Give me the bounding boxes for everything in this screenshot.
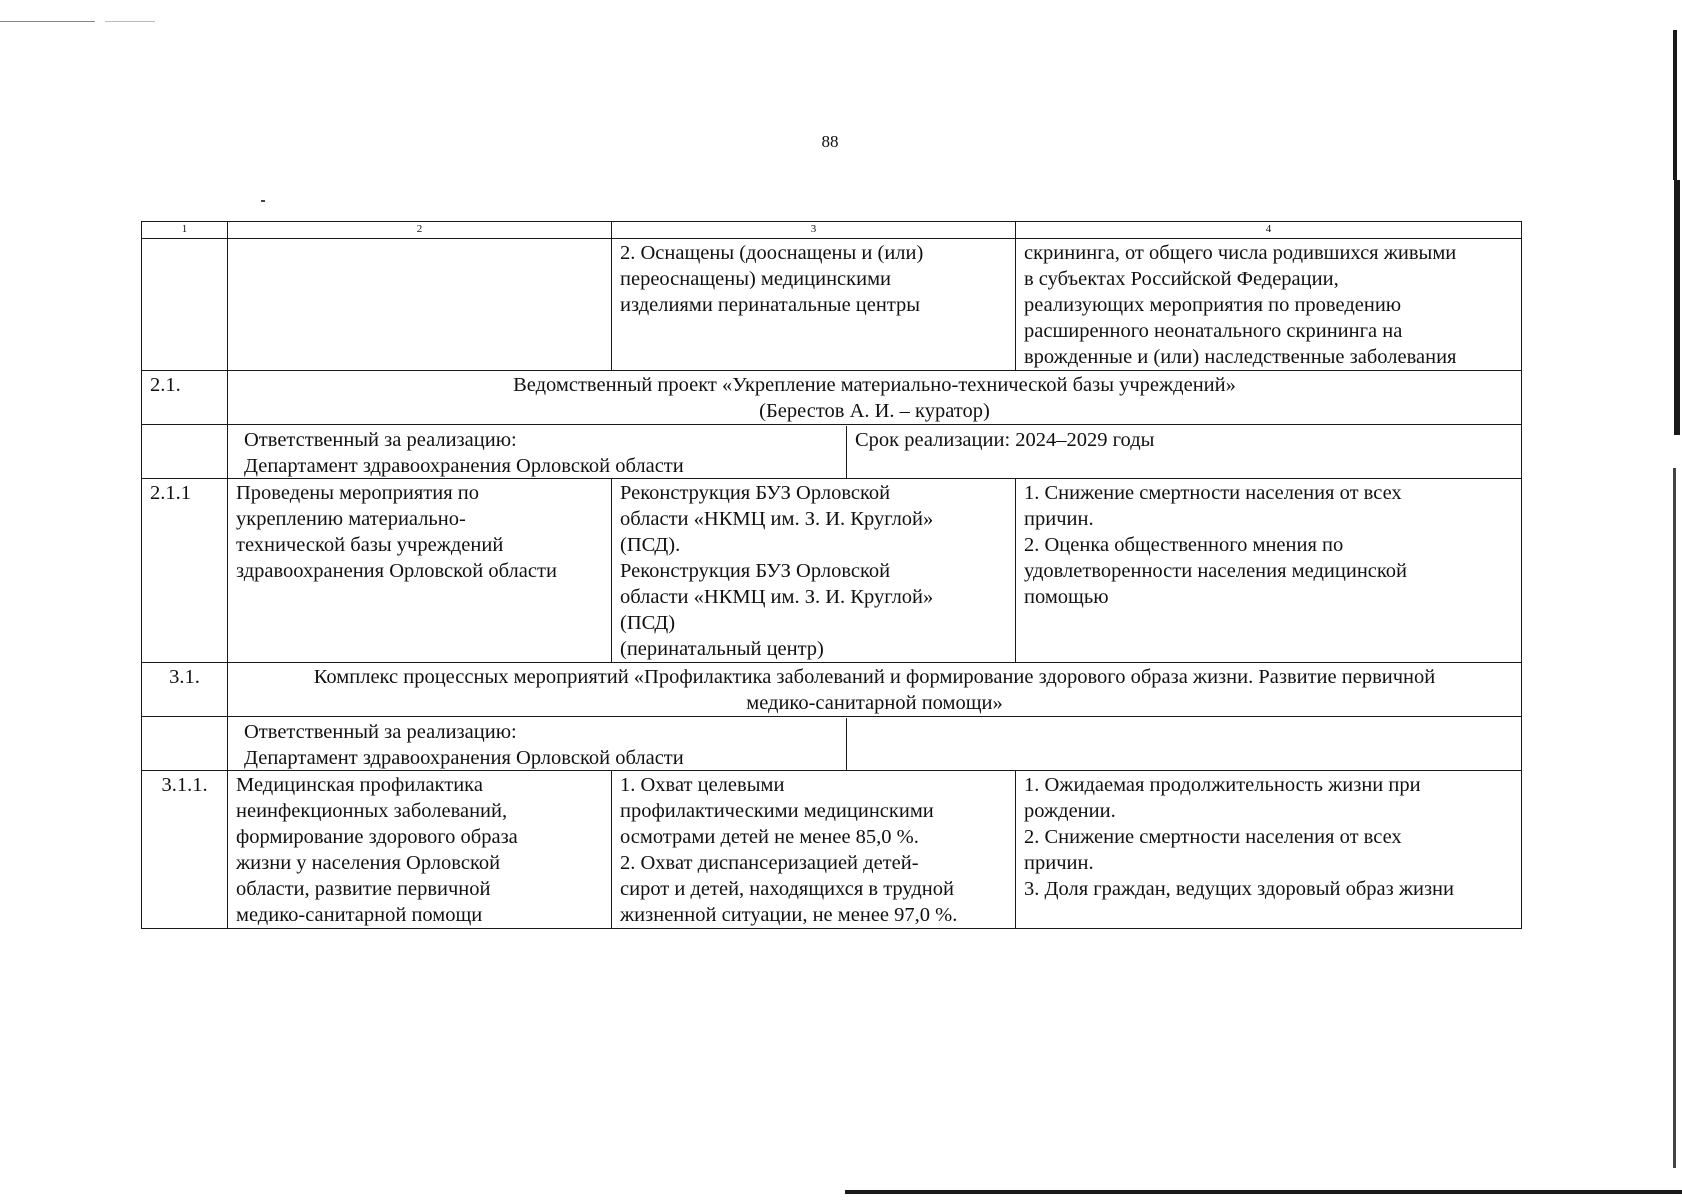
cell-reconstruction-2-1-1: Реконструкция БУЗ Орловской области «НКМЦ им. З. И. Круглой» (ПСД). Реконструкция БУЗ Орловской области «НКМЦ им. З. И. Круглой» (ПСД) (перинатальный центр) <box>612 479 1016 663</box>
table-row-3-1-1 <box>142 771 1522 929</box>
complex-title-3-1: Комплекс процессных мероприятий «Профилактика заболеваний и формирование здорового образа жизни. Развитие первичной медико-санитарной помощи» <box>228 663 1522 717</box>
table-row-responsible-3-1 <box>142 717 1522 771</box>
table-row-complex-3-1 <box>142 663 1522 717</box>
header-col-4: 4 <box>1016 222 1522 239</box>
cell-num-empty <box>142 239 228 371</box>
header-col-2: 2 <box>228 222 612 239</box>
table-row-2-1-1 <box>142 479 1522 663</box>
term-2-1: Срок реализации: 2024–2029 годы <box>855 429 1155 451</box>
scan-edge-top-left-2 <box>105 21 155 22</box>
cell-num-empty <box>142 425 228 479</box>
header-col-1: 1 <box>142 222 228 239</box>
cell-equipped-centers: 2. Оснащены (дооснащены и (или) переоснащены) медицинскими изделиями перинатальные центры <box>612 239 1016 371</box>
project-title-2-1: Ведомственный проект «Укрепление материально-технической базы учреждений» (Берестов А. И. – куратор) <box>228 371 1522 425</box>
table-row-project-2-1 <box>142 371 1522 425</box>
cell-num-3-1-1: 3.1.1. <box>142 771 228 929</box>
table-header-row <box>142 222 1522 239</box>
scan-edge-right-2 <box>1674 180 1680 435</box>
cell-prevention-3-1-1: Медицинская профилактика неинфекционных заболеваний, формирование здорового образа жизни у населения Орловской области, развитие первичной медико-санитарной помощи <box>228 771 612 929</box>
cell-col2-empty <box>228 239 612 371</box>
header-col-3: 3 <box>612 222 1016 239</box>
page-number: 88 <box>821 132 839 151</box>
cell-coverage-3-1-1: 1. Охват целевыми профилактическими медицинскими осмотрами детей не менее 85,0 %. 2. Охват диспансеризацией детей- сирот и детей, находящихся в трудной жизненной ситуации, не менее 97,0 %. <box>612 771 1016 929</box>
cell-indicators-2-1-1: 1. Снижение смертности населения от всех причин. 2. Оценка общественного мнения по удовлетворенности населения медицинской помощью <box>1016 479 1522 663</box>
scan-edge-top-left <box>0 21 95 22</box>
responsible-2-1: Ответственный за реализацию: Департамент здравоохранения Орловской области <box>236 426 847 478</box>
term-3-1 <box>847 718 1513 770</box>
scan-edge-right-1 <box>1673 30 1677 180</box>
stray-mark <box>261 200 265 202</box>
scan-edge-bottom <box>845 1190 1682 1194</box>
cell-activities-2-1-1: Проведены мероприятия по укреплению материально- технической базы учреждений здравоохранения Орловской области <box>228 479 612 663</box>
responsible-3-1: Ответственный за реализацию: Департамент здравоохранения Орловской области <box>236 718 847 770</box>
table-row-responsible-2-1 <box>142 425 1522 479</box>
responsible-term-cell <box>228 425 1522 479</box>
responsible-term-cell-3-1 <box>228 717 1522 771</box>
document-table <box>141 221 1522 929</box>
cell-num-2-1: 2.1. <box>142 371 228 425</box>
cell-screening-share: скрининга, от общего числа родившихся живыми в субъектах Российской Федерации, реализующих мероприятия по проведению расширенного неонатального скрининга на врожденные и (или) наследственные заболевания <box>1016 239 1522 371</box>
table-row-continued <box>142 239 1522 371</box>
cell-num-empty <box>142 717 228 771</box>
scan-edge-right-3 <box>1673 468 1676 1168</box>
cell-num-2-1-1: 2.1.1 <box>142 479 228 663</box>
cell-num-3-1: 3.1. <box>142 663 228 717</box>
cell-indicators-3-1-1: 1. Ожидаемая продолжительность жизни при рождении. 2. Снижение смертности населения от всех причин. 3. Доля граждан, ведущих здоровый образ жизни <box>1016 771 1522 929</box>
